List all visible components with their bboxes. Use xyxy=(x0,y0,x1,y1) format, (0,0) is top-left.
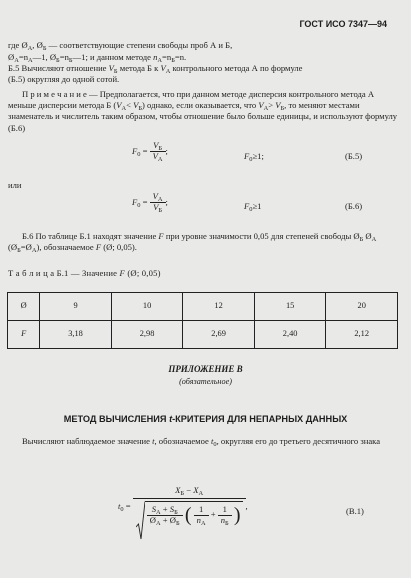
formula-b5-condition: $F_0\ge 1$; xyxy=(244,151,264,163)
appendix-title: ПРИЛОЖЕНИЕ В xyxy=(168,364,243,374)
para-degrees-values: $Ø_А=n_А—1$, $Ø_Б=n_Б—1$; и данном методе $n_А=n_Б=n$. xyxy=(8,52,187,64)
formula-b6: $F_0$ = $\frac{V_А}{V_Б}$ ; xyxy=(132,191,168,214)
table-cell: 12 xyxy=(183,293,255,321)
formula-b5-number: (Б.5) xyxy=(345,151,363,161)
para-b6: Б.6 По таблице Б.1 находят значение F при уровне значимости 0,05 для степеней свободы $Ø_Б$ $Ø_А$ $(Ø_Б=Ø_А)$, обозначаемое F (Ø; 0,05). xyxy=(8,231,377,255)
table-caption: Т а б л и ц а Б.1 — Значение F (Ø; 0,05) xyxy=(8,268,161,278)
para-b5: Б.5 Вычисляют отношение $V_Б$ метода Б к $V_А$ контрольного метода А по формуле (Б.5) округляя до одной сотой. xyxy=(8,63,303,85)
table-cell: 2,69 xyxy=(183,321,255,349)
appendix-subtitle: (обязательное) xyxy=(179,377,232,386)
para-note: П р и м е ч а н и е — Предполагается, что при данном методе дисперсия контрольного метода А меньше дисперсии метода Б $(V_А< V_Б)$ однако, если оказывается, что $V_А> V_Б$, то меняют местами знаменатель и числитель таким образом, чтобы отношение было больше единицы, и используют формулу (Б.6) xyxy=(8,89,398,133)
section-title: МЕТОД ВЫЧИСЛЕНИЯ t-КРИТЕРИЯ ДЛЯ НЕПАРНЫХ ДАННЫХ xyxy=(63,414,348,424)
word-or: или xyxy=(8,180,22,190)
table-cell: 9 xyxy=(40,293,112,321)
table-cell: 2,98 xyxy=(111,321,183,349)
para-degrees-of-freedom: где $Ø_А$, $Ø_Б$ — соответствующие степени свободы проб А и Б, xyxy=(8,40,233,52)
table-row xyxy=(8,293,398,321)
formula-b6-condition: $F_0\ge 1$ xyxy=(244,201,262,213)
table-cell: F xyxy=(8,321,40,349)
table-b1 xyxy=(7,292,398,349)
document-header: ГОСТ ИСО 7347—94 xyxy=(299,19,387,29)
formula-b5: $F_0$ = $\frac{V_Б}{V_А}$ ; xyxy=(132,140,168,163)
formula-v1: $t_0$ = $X_Б - X_А$ $\frac{S_А + S_Б}{Ø_А + Ø_Б}$ ( $\frac{1}{n_А}$ + $\frac{1}{n_Б}$ ) , xyxy=(118,486,248,527)
table-cell: 20 xyxy=(326,293,398,321)
formula-b6-number: (Б.6) xyxy=(345,201,363,211)
table-cell: 10 xyxy=(111,293,183,321)
sqrt-radical-icon xyxy=(136,501,145,541)
table-cell: 15 xyxy=(254,293,326,321)
formula-v1-number: (В.1) xyxy=(346,506,364,516)
table-cell: 3,18 xyxy=(40,321,112,349)
table-cell: Ø xyxy=(8,293,40,321)
para-t-value: Вычисляют наблюдаемое значение t, обозначаемое $t_0$, округляя его до третьего десятичного знака xyxy=(22,436,381,448)
table-cell: 2,40 xyxy=(254,321,326,349)
table-row xyxy=(8,321,398,349)
table-cell: 2,12 xyxy=(326,321,398,349)
